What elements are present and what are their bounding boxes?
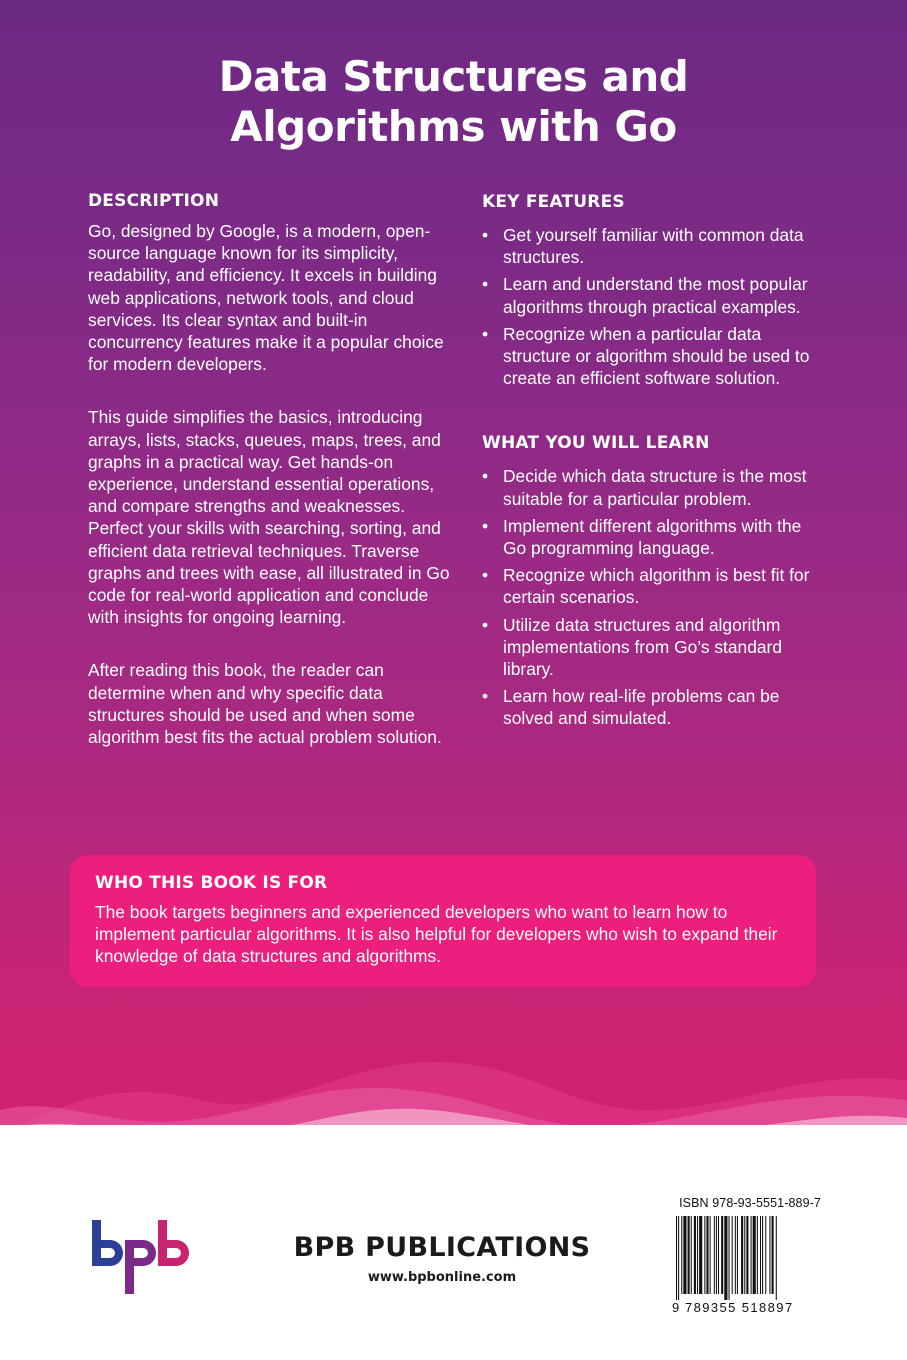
logo-b1-bowl [101, 1240, 123, 1266]
barcode-bar [721, 1216, 723, 1294]
key-feature-item [482, 323, 812, 390]
barcode-bar [718, 1216, 719, 1294]
barcode-bar [691, 1216, 692, 1294]
learn-item-text: Utilize data structures and algorithm implementations from Go’s standard library. [503, 614, 783, 680]
logo-p-stem [125, 1240, 134, 1294]
isbn-label: ISBN 978-93-5551-889-7 [679, 1196, 821, 1210]
description-paragraph-3: After reading this book, the reader can determine when and why specific data structures should be used and when some algorithm best fits the actual problem solution. [88, 660, 442, 748]
bullet: • [482, 686, 489, 707]
barcode-bar [751, 1216, 752, 1294]
barcode-bar [714, 1216, 715, 1294]
key-features-list [482, 224, 812, 389]
barcode-bar [762, 1216, 763, 1294]
isbn-barcode [672, 1196, 828, 1321]
barcode-bar [729, 1216, 730, 1300]
learn-item-text: Learn how real-life problems can be solved and simulated. [503, 686, 780, 729]
barcode-bar [760, 1216, 761, 1294]
logo-b2-bowl [167, 1240, 189, 1266]
logo-b1-stem [92, 1220, 101, 1266]
barcode-bar [716, 1216, 717, 1294]
what-you-will-learn-heading: WHAT YOU WILL LEARN [482, 433, 710, 454]
learn-item [482, 465, 812, 509]
barcode-bar [676, 1216, 677, 1300]
barcode-bar [706, 1216, 708, 1294]
barcode-bar [683, 1216, 686, 1294]
logo-p-bowl [134, 1240, 156, 1266]
publisher-name: BPB PUBLICATIONS [293, 1232, 591, 1263]
key-feature-text: Learn and understand the most popular algorithms through practical examples. [503, 274, 808, 317]
barcode-bar [735, 1216, 736, 1294]
learn-item [482, 515, 812, 559]
barcode-bar [776, 1216, 777, 1300]
learn-item-text: Recognize which algorithm is best fit for certain scenarios. [503, 565, 810, 608]
description-section [88, 190, 458, 748]
barcode-bar [688, 1216, 690, 1294]
key-feature-item [482, 224, 812, 268]
barcode-bar [724, 1216, 727, 1300]
barcode-bar [772, 1216, 774, 1294]
barcode-bar [697, 1216, 698, 1294]
barcode-bar [741, 1216, 743, 1294]
barcode-bar [757, 1216, 758, 1294]
barcode-bar [681, 1216, 682, 1294]
learn-item [482, 685, 812, 729]
barcode-bar [746, 1216, 748, 1294]
who-this-book-is-for-box [70, 855, 816, 987]
learn-item-text: Implement different algorithms with the Go programming language. [503, 515, 802, 559]
book-title-line-2: Algorithms with Go [230, 102, 677, 151]
who-this-book-is-for-heading: WHO THIS BOOK IS FOR [95, 873, 328, 893]
learn-item-text: Decide which data structure is the most suitable for a particular problem. [503, 466, 807, 509]
learn-item [482, 614, 812, 681]
barcode-first-digit: 9 [672, 1300, 680, 1315]
bullet: • [482, 323, 489, 344]
barcode-bar [737, 1216, 738, 1294]
logo-b2-stem [158, 1220, 167, 1266]
book-title-line-1: Data Structures and [218, 52, 689, 101]
publisher-website: www.bpbonline.com [367, 1270, 517, 1285]
bullet: • [482, 515, 489, 536]
bullet: • [482, 614, 489, 635]
barcode-bar [765, 1216, 766, 1294]
key-feature-item [482, 273, 812, 317]
barcode-bar [732, 1216, 733, 1294]
learn-item [482, 564, 812, 608]
key-feature-text: Recognize when a particular data structure or algorithm should be used to create an efficient software solution. [503, 323, 810, 389]
right-column [482, 191, 812, 735]
description-paragraph-1: Go, designed by Google, is a modern, open-source language known for its simplicity, readability, and efficiency. It excels in building web applications, network tools, and cloud services. Its clear syntax and built-in concurrency features make it a popular choice for modern developers. [88, 221, 444, 375]
barcode-bar [699, 1216, 702, 1294]
key-feature-text: Get yourself familiar with common data structures. [503, 225, 804, 268]
barcode-bar [710, 1216, 711, 1294]
description-heading: DESCRIPTION [88, 191, 220, 211]
barcode-bar [753, 1216, 756, 1294]
what-you-will-learn-list [482, 465, 812, 729]
who-this-book-is-for-text: The book targets beginners and experienced developers who want to learn how to implement particular algorithms. It is also helpful for developers who wish to expand their knowledge of data structures and algorithms. [95, 902, 778, 967]
barcode-bars [676, 1216, 810, 1300]
bpb-logo [90, 1218, 190, 1296]
barcode-bar [769, 1216, 770, 1294]
book-title [0, 52, 907, 152]
barcode-bar [744, 1216, 745, 1294]
bullet: • [482, 466, 489, 487]
bullet: • [482, 225, 489, 245]
bullet: • [482, 565, 489, 586]
bullet: • [482, 274, 489, 295]
description-paragraph-2: This guide simplifies the basics, introducing arrays, lists, stacks, queues, maps, trees, and graphs in a practical way. Get hands-on experience, understand essential operations, and compare strengths and weaknesses. Perfect your skills with searching, sorting, and efficient data retrieval techniques. Traverse graphs and trees with ease, all illustrated in Go code for real-world application and conclude with insights for ongoing learning. [88, 407, 450, 628]
barcode-bar [704, 1216, 705, 1294]
barcode-bar [694, 1216, 696, 1294]
key-features-heading: KEY FEATURES [482, 192, 625, 212]
barcode-remaining-digits: 789355 518897 [685, 1300, 794, 1315]
barcode-bar [678, 1216, 679, 1300]
